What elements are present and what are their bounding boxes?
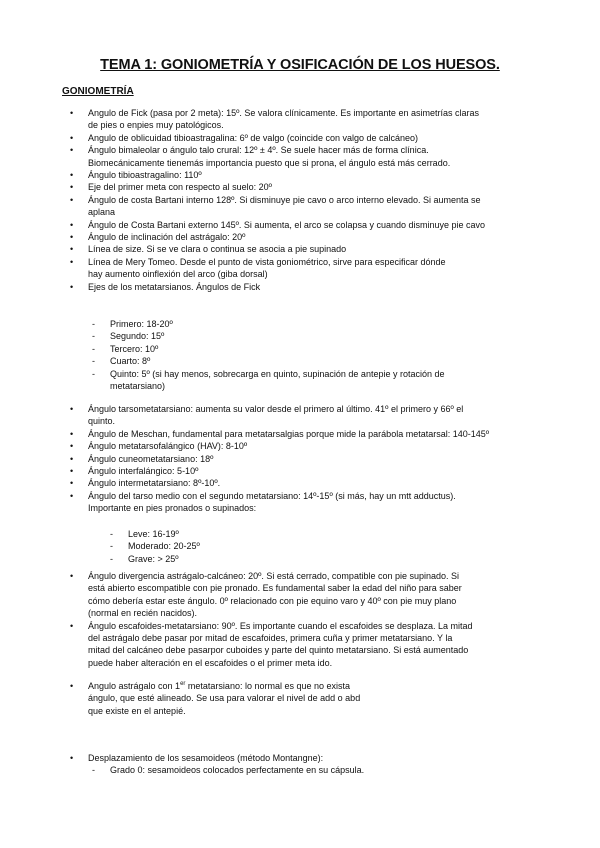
list-item-line [0,502,600,514]
bullet: • [70,145,74,156]
list-item-text: Importante en pies pronados o supinados: [88,503,257,514]
list-item-line [0,607,600,619]
dash: - [110,529,113,539]
bullet: • [70,490,74,501]
sesamoideos-line: Desplazamiento de los sesamoideos (método Montangne): [88,753,324,763]
goniometria-list-2 [0,403,600,515]
bullet: • [70,404,74,414]
list-item [0,428,600,440]
list-item [0,343,600,355]
bullet: • [70,194,74,205]
bullet: • [70,244,74,255]
list-item [0,355,600,367]
list-item-text: Eje del primer meta con respecto al suelo: 20º [88,182,272,193]
bullet: • [70,170,74,181]
list-item-text: está abierto escompatible con pie pronado. Es fundamental saber la edad del niño para saber [88,583,462,594]
list-item [0,490,600,502]
list-item-line [0,595,600,607]
list-item-text: Ángulo del tarso medio con el segundo metatarsiano: 14º-15º (si más, hay un mtt adductus). [88,490,456,501]
list-item-line [0,119,600,131]
list-item-text: Moderado: 20-25º [128,541,200,552]
bullet: • [70,453,74,464]
bullet: • [70,108,74,118]
list-item [0,528,600,540]
list-item-text: Grave: > 25º [128,553,179,564]
dash: - [110,541,113,552]
bullet: • [70,132,74,143]
list-item-text: de pies o enpies muy patológicos. [88,120,224,131]
dash: - [92,331,95,342]
list-item-text: Ángulo escafoides-metatarsiano: 90º. Es importante cuando el escafoides se desplaza. La mitad [88,620,473,631]
list-item-text: Ejes de los metatarsianos. Ángulos de Fick [88,281,261,292]
list-item [0,132,600,144]
sub-list-item [0,764,600,776]
dash: - [92,319,95,329]
list-item-text: Línea de Mery Tomeo. Desde el punto de vista goniométrico, sirve para especificar dónde [88,256,446,267]
list-item [0,169,600,181]
list-item-text: Segundo: 15º [110,331,165,342]
list-item [0,620,600,632]
bullet: • [70,620,74,631]
list-item [0,243,600,255]
list-item [0,465,600,477]
bullet: • [70,753,74,763]
bullet: • [70,681,74,691]
list-item-text: Ángulo divergencia astrágalo-calcáneo: 20º. Si está cerrado, compatible con pie supinado. Si [88,571,460,581]
list-item-text: Quinto: 5º (si hay menos, sobrecarga en quinto, supinación de antepie y rotación de [110,368,445,379]
bullet: • [70,428,74,439]
list-item-text: Leve: 16-19º [128,529,179,539]
dash: - [110,553,113,564]
list-item [0,107,600,119]
list-item [0,553,600,565]
list-item-text: quinto. [88,416,116,427]
list-item-text: Angulo de oblicuidad tibioastragalina: 6º de valgo (coincide con valgo de calcáneo) [88,132,419,143]
list-item [0,256,600,268]
list-item [0,477,600,489]
list-item-text: Primero: 18-20º [110,319,173,329]
list-item [0,540,600,552]
bullet: • [70,232,74,243]
bullet: • [70,571,74,581]
list-item-line [0,582,600,594]
list-item [0,231,600,243]
list-item-text: Angulo de Fick (pasa por 2 meta): 15º. Se valora clínicamente. Es importante en asimetrías claras [88,108,479,118]
list-item [0,570,600,582]
list-item-line [0,206,600,218]
list-item [0,680,600,692]
list-item [0,368,600,380]
dash: - [92,765,95,776]
goniometria-list-3 [0,570,600,669]
last-item-post: metatarsiano: lo normal es que no exista [185,681,351,691]
list-item-text: Ángulo de inclinación del astrágalo: 20º [88,232,246,243]
dash: - [92,356,95,367]
last-item-block [0,680,600,717]
list-item-text: Línea de size. Si se ve clara o continua se asocia a pie supinado [88,244,347,255]
list-item-text: Biomecánicamente tienemás importancia puesto que si prona, el ángulo está más cerrado. [88,157,451,168]
document-title: TEMA 1: GONIOMETRÍA Y OSIFICACIÓN DE LOS HUESOS. [100,57,500,73]
list-item [0,453,600,465]
list-item-line [0,157,600,169]
list-item [0,181,600,193]
list-item [0,144,600,156]
list-item-text: Ángulo cuneometatarsiano: 18º [88,453,214,464]
dash: - [92,368,95,379]
list-item [0,194,600,206]
list-item-text: Ángulo tibioastragalino: 110º [88,170,202,181]
goniometria-list [0,107,600,293]
list-item-text: Ángulo tarsometatarsiano: aumenta su valor desde el primero al último. 41º el primero y 66º el [88,404,464,414]
list-item-text: Ángulo metatarsofalángico (HAV): 8-10º [88,441,248,452]
last-item-pre: Angulo astrágalo con 1 [88,681,181,691]
list-item [0,219,600,231]
list-item-line [0,632,600,644]
bullet: • [70,441,74,452]
list-item-line [0,380,600,392]
list-item [0,281,600,293]
list-item-text: metatarsiano) [110,381,166,392]
list-item-text: Ángulo bimaleolar o ángulo talo crural: 12º ± 4º. Se suele hacer más de forma clínica. [88,145,429,156]
list-item-text: Ángulo de Meschan, fundamental para metatarsalgias porque mide la parábola metatarsal: 140-145º [88,428,490,439]
list-item-line [0,657,600,669]
list-item-text: Cuarto: 8º [110,356,151,367]
list-item-text: Ángulo de costa Bartani interno 128º. Si disminuye pie cavo o arco interno elevado. Si aumenta se [88,194,481,205]
section-heading: GONIOMETRÍA [62,86,134,97]
bullet: • [70,281,74,292]
sesamoideos-sub: Grado 0: sesamoideos colocados perfectamente en su cápsula. [110,765,365,776]
bullet: • [70,219,74,230]
list-item-text: (normal en recién nacidos). [88,608,198,619]
list-item-text: del astrágalo debe pasar por mitad de escafoides, primera cuña y primer metatarsiano. Y la [88,633,453,644]
list-item-line: ángulo, que esté alineado. Se usa para valorar el nivel de add o abd [88,693,361,704]
list-item-line [0,268,600,280]
bullet: • [70,478,74,489]
tarso-sublist [0,528,600,565]
list-item-text: puede haber alteración en el escafoides o el primer meta ido. [88,657,333,668]
last-item-sup: er [180,681,186,687]
list-item-text: Tercero: 10º [110,343,159,354]
list-item [0,752,600,764]
list-item-line [0,415,600,427]
list-item-text: Ángulo de Costa Bartani externo 145º. Si aumenta, el arco se colapsa y cuando disminuye pie cavo [88,219,486,230]
dash: - [92,343,95,354]
list-item-text: Ángulo interfalángico: 5-10º [88,466,199,477]
list-item-text: cómo debería estar este ángulo. 0º relacionado con pie equino varo y 40º con pie muy plano [88,595,457,606]
bullet: • [70,256,74,267]
bullet: • [70,182,74,193]
list-item [0,330,600,342]
sesamoideos-block [0,752,600,777]
list-item-line: que existe en el antepié. [88,705,186,716]
list-item [0,403,600,415]
list-item-text: hay aumento oinflexión del arco (giba dorsal) [88,269,268,280]
list-item [0,318,600,330]
fick-sublist [0,318,600,392]
list-item-text: Ángulo intermetatarsiano: 8º-10º. [88,478,221,489]
list-item-line [0,644,600,656]
list-item-text: mitad del calcáneo debe pasarpor cuboides y parte del quinto metatarsiano. Si está aumentado [88,645,469,656]
list-item-text: aplana [88,207,116,218]
list-item [0,440,600,452]
bullet: • [70,466,74,477]
